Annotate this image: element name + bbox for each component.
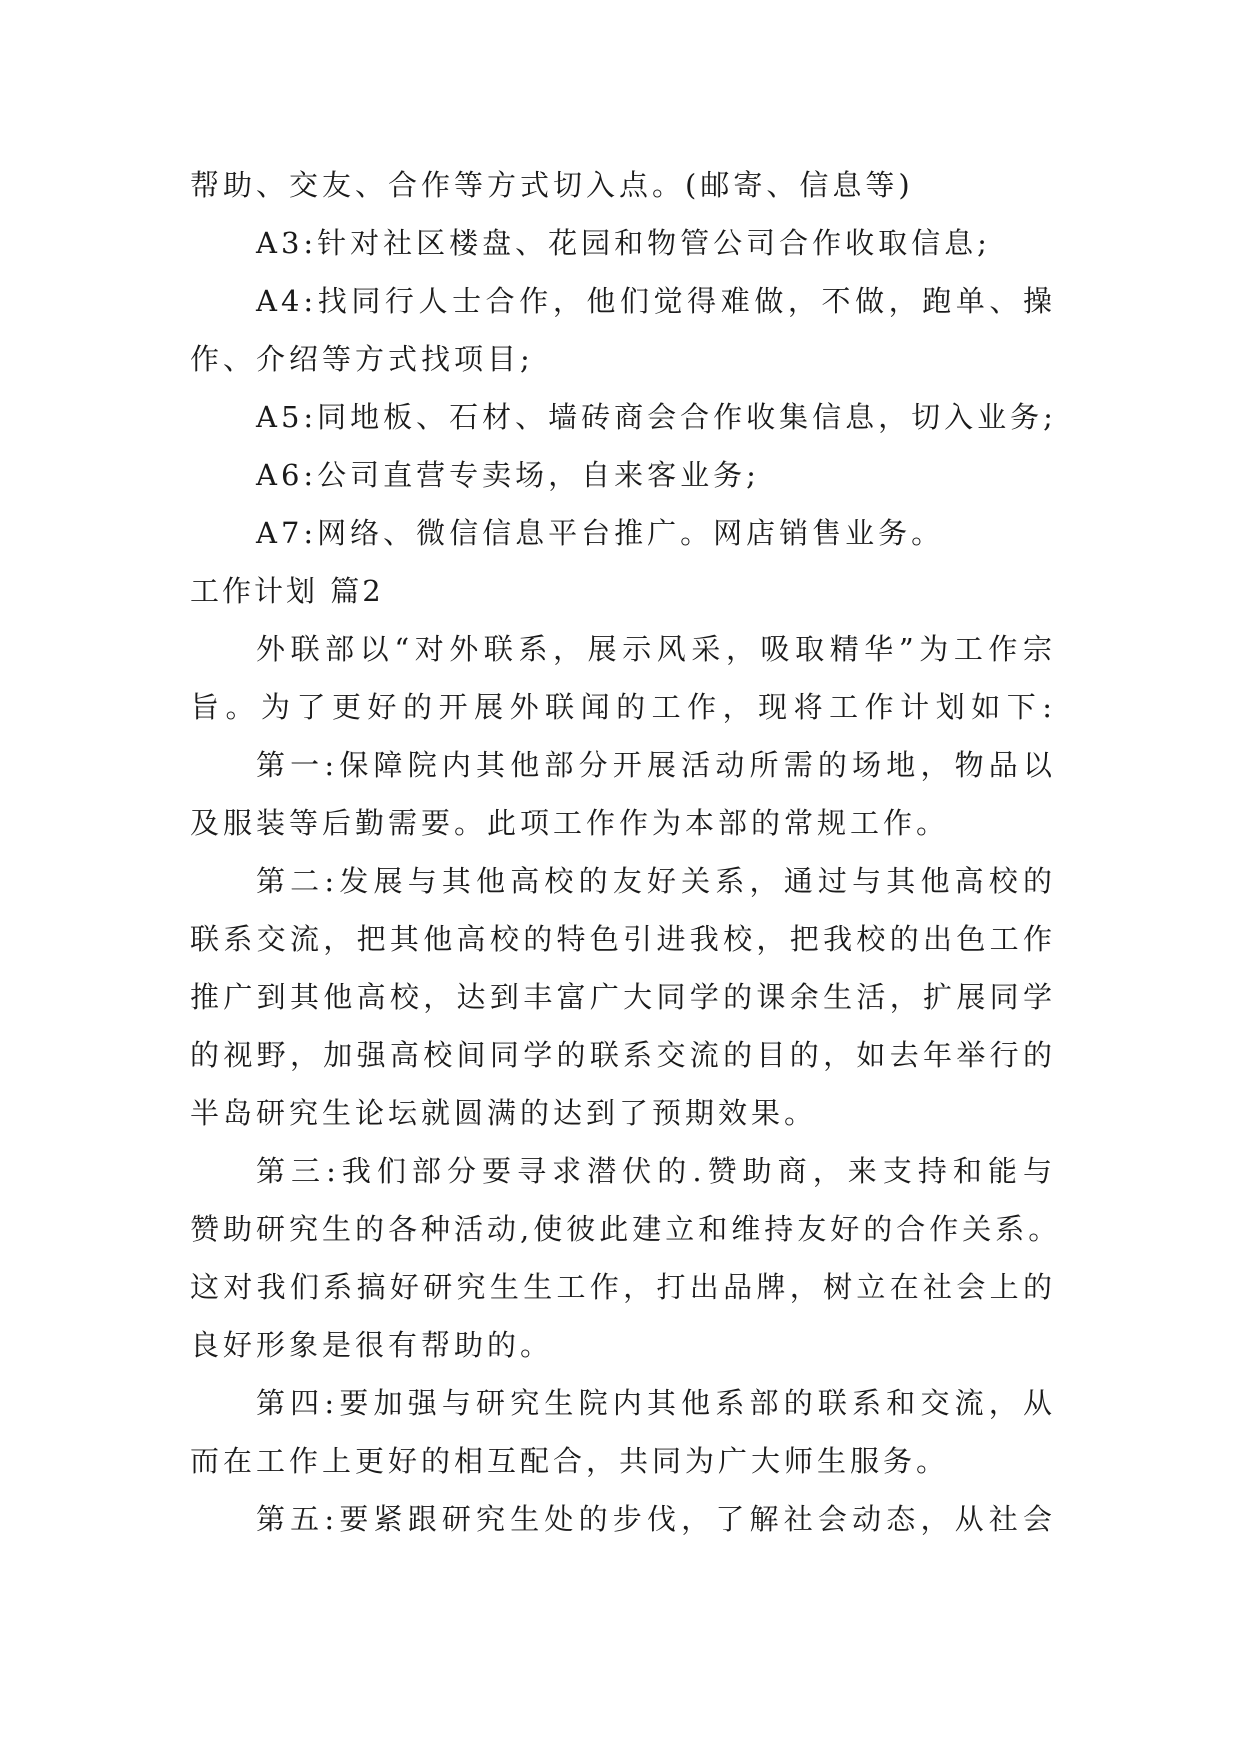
text-line: 赞助研究生的各种活动,使彼此建立和维持友好的合作关系。 xyxy=(190,1212,1062,1246)
text-line: 第四:要加强与研究生院内其他系部的联系和交流，从 xyxy=(256,1386,1056,1420)
text-line: A6:公司直营专卖场，自来客业务; xyxy=(256,458,760,492)
text-line: 外联部以“对外联系，展示风采，吸取精华”为工作宗 xyxy=(256,632,1056,666)
text-line: 联系交流，把其他高校的特色引进我校，把我校的出色工作 xyxy=(190,922,1056,956)
text-line: 作、介绍等方式找项目; xyxy=(190,342,534,376)
text-line: A3:针对社区楼盘、花园和物管公司合作收取信息; xyxy=(256,226,991,260)
text-line: A5:同地板、石材、墙砖商会合作收集信息，切入业务; xyxy=(256,400,1057,434)
text-line: 及服装等后勤需要。此项工作作为本部的常规工作。 xyxy=(190,806,950,840)
text-line: 推广到其他高校，达到丰富广大同学的课余生活，扩展同学 xyxy=(190,980,1056,1014)
text-line: 帮助、交友、合作等方式切入点。(邮寄、信息等) xyxy=(190,168,914,202)
text-line: A4:找同行人士合作，他们觉得难做，不做，跑单、操 xyxy=(256,284,1056,318)
text-line: 这对我们系搞好研究生生工作，打出品牌，树立在社会上的 xyxy=(190,1270,1056,1304)
section-heading: 工作计划 篇2 xyxy=(190,574,384,608)
text-line: 第三:我们部分要寻求潜伏的.赞助商，来支持和能与 xyxy=(256,1154,1056,1188)
text-line: 而在工作上更好的相互配合，共同为广大师生服务。 xyxy=(190,1444,950,1478)
text-line: 第一:保障院内其他部分开展活动所需的场地，物品以 xyxy=(256,748,1056,782)
document-body xyxy=(190,156,1062,1548)
text-line: 的视野，加强高校间同学的联系交流的目的，如去年举行的 xyxy=(190,1038,1056,1072)
text-line: A7:网络、微信信息平台推广。网店销售业务。 xyxy=(256,516,945,550)
text-line: 第五:要紧跟研究生处的步伐，了解社会动态，从社会 xyxy=(256,1502,1056,1536)
text-line: 第二:发展与其他高校的友好关系，通过与其他高校的 xyxy=(256,864,1056,898)
text-line: 旨。为了更好的开展外联闻的工作，现将工作计划如下: xyxy=(190,690,1056,724)
text-line: 良好形象是很有帮助的。 xyxy=(190,1328,554,1362)
text-line: 半岛研究生论坛就圆满的达到了预期效果。 xyxy=(190,1096,818,1130)
